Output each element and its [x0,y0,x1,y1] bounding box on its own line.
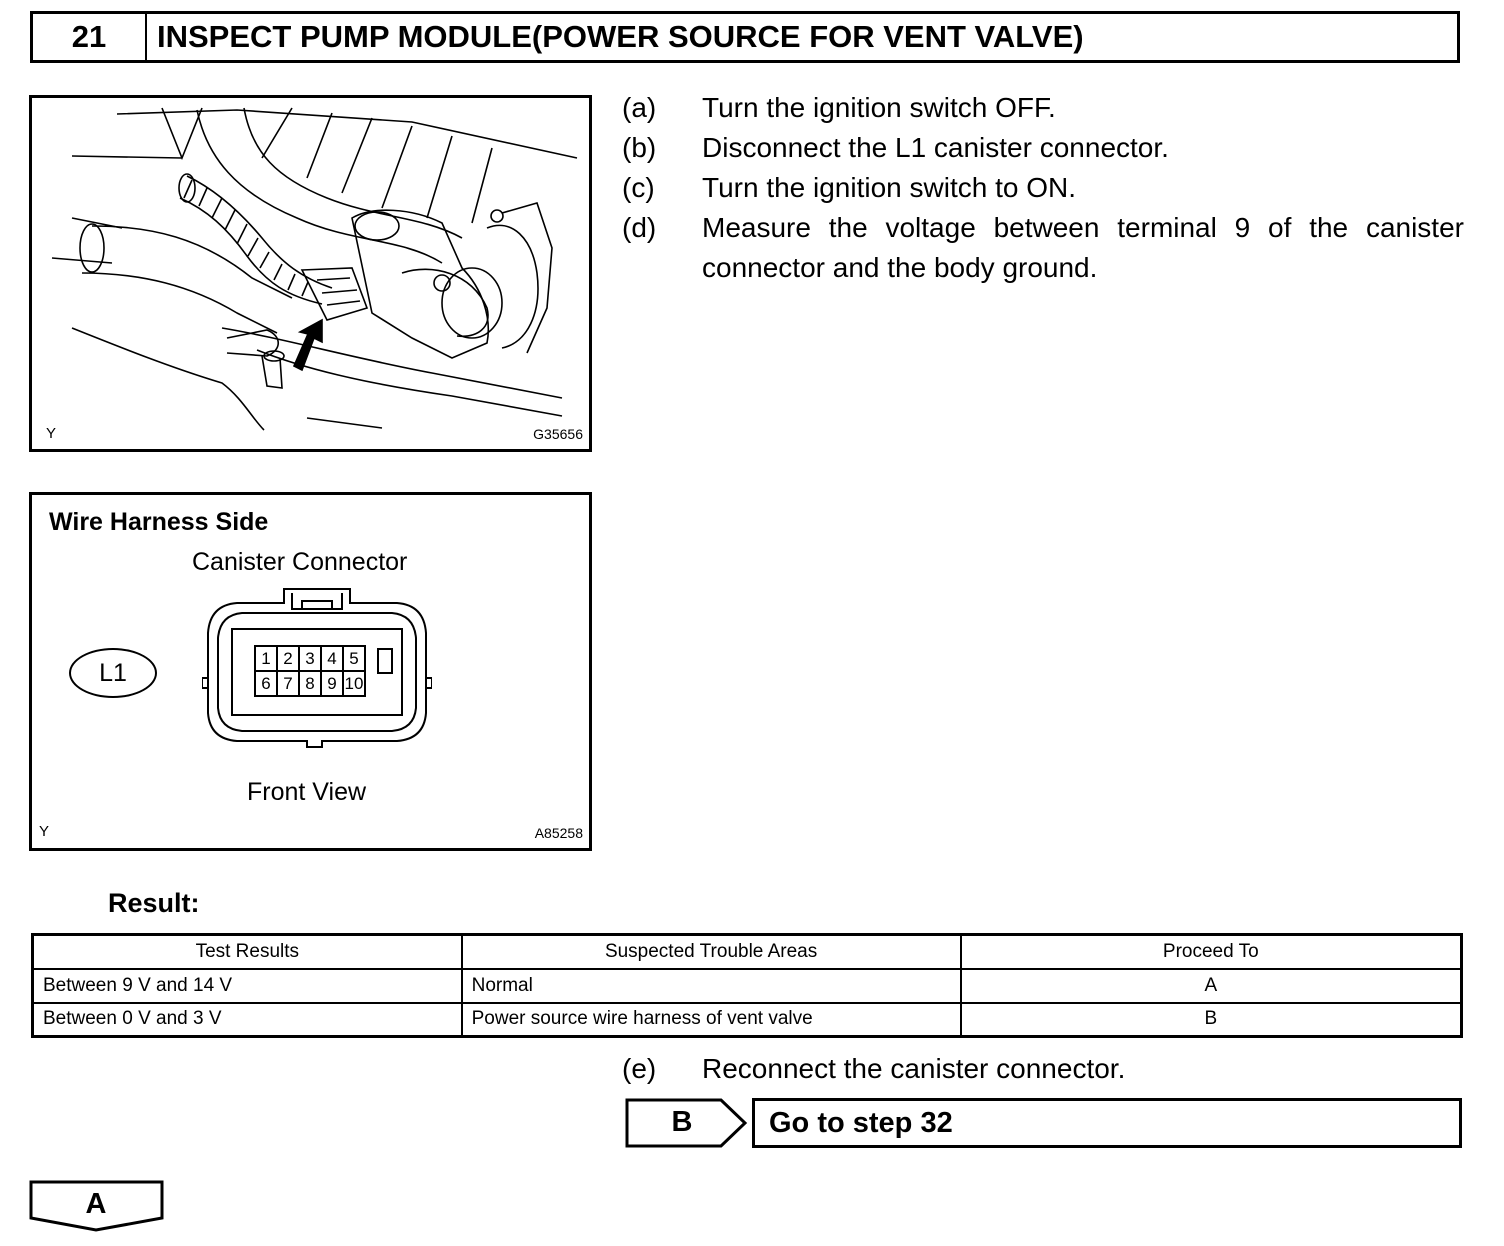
table-cell: Between 9 V and 14 V [33,969,462,1003]
pin-3: 3 [299,646,321,671]
connector-id-badge: L1 [69,648,157,698]
pin-5: 5 [343,646,365,671]
table-row [33,969,1462,1003]
step-d-letter: (d) [622,212,657,243]
column-header: Proceed To [961,935,1462,969]
pin-6: 6 [255,671,277,696]
table-cell: Normal [462,969,961,1003]
column-header: Suspected Trouble Areas [462,935,961,969]
table-row [33,1003,1462,1037]
pump-module-drawing [32,98,589,449]
connector-title: Canister Connector [192,548,408,576]
pin-9: 9 [321,671,343,696]
column-header: Test Results [33,935,462,969]
pin-2: 2 [277,646,299,671]
branch-b-tag[interactable] [625,1098,749,1148]
branch-b-label: B [671,1106,693,1138]
goto-step-box[interactable] [752,1098,1462,1148]
result-label: Result: [108,888,200,918]
figure-corner-label: Y [46,425,57,442]
table-header-row [33,935,1462,969]
step-d-text: Measure the voltage between terminal 9 of the canister connector and the body ground. [702,212,1464,283]
pin-4: 4 [321,646,343,671]
step-e-text: Reconnect the canister connector. [702,1053,1126,1084]
result-table [31,933,1463,1038]
branch-a-tag[interactable] [29,1180,165,1232]
view-label: Front View [247,778,367,806]
step-c-letter: (c) [622,172,655,203]
step-e-letter: (e) [622,1053,657,1084]
table-cell: Power source wire harness of vent valve [462,1003,961,1037]
step-a-letter: (a) [622,92,657,123]
pin-8: 8 [299,671,321,696]
step-title: INSPECT PUMP MODULE(POWER SOURCE FOR VENT VALVE) [157,19,1084,54]
figure-code: A85258 [534,825,583,841]
pin-1: 1 [255,646,277,671]
pin-7: 7 [277,671,299,696]
step-a-text: Turn the ignition switch OFF. [702,92,1056,123]
goto-step-text: Go to step 32 [769,1107,953,1139]
step-number: 21 [33,14,147,60]
pin-grid [254,645,366,697]
connector-diagram [29,492,592,851]
table-cell: B [961,1003,1462,1037]
step-c-text: Turn the ignition switch to ON. [702,172,1077,203]
step-b-text: Disconnect the L1 canister connector. [702,132,1169,163]
location-illustration [29,95,592,452]
table-cell: A [961,969,1462,1003]
step-header [30,11,1460,63]
table-cell: Between 0 V and 3 V [33,1003,462,1037]
figure-code: G35656 [533,426,583,442]
pin-10: 10 [343,671,365,696]
figure-corner-label: Y [39,823,50,840]
step-b-letter: (b) [622,132,657,163]
diagram-title: Wire Harness Side [49,508,269,536]
branch-a-label: A [85,1188,107,1220]
